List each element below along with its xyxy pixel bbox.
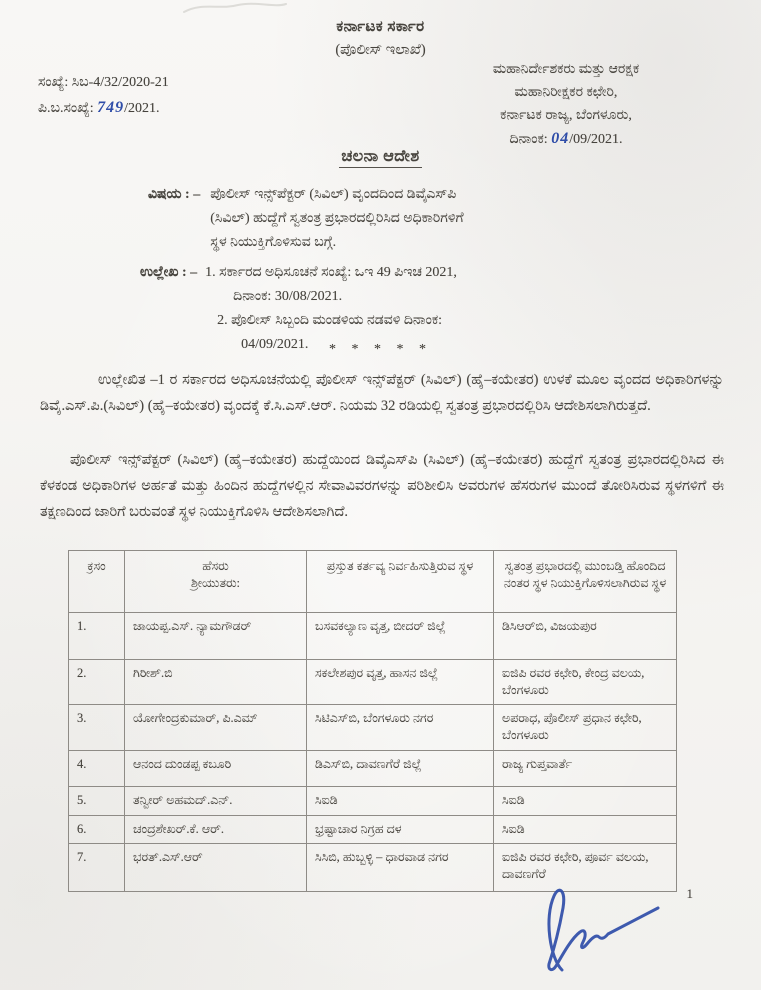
subject-line: (ಸಿವಿಲ್) ಹುದ್ದೆಗೆ ಸ್ವತಂತ್ರ ಪ್ರಭಾರದಲ್ಲಿರಿಸಿದ ಅಧಿಕಾರಿಗಳಿಗೆ	[210, 211, 464, 226]
page-number: 1	[686, 886, 693, 901]
cell-sl: 1.	[69, 613, 125, 660]
header-name	[125, 551, 307, 613]
star-separator: * * * * *	[329, 342, 432, 357]
cell-current: ಸಕಲೇಶಪುರ ವೃತ್ತ, ಹಾಸನ ಜಿಲ್ಲೆ	[307, 660, 494, 705]
cell-sl: 2.	[69, 660, 125, 705]
signature-icon	[528, 882, 688, 978]
cell-sl: 3.	[69, 705, 125, 751]
body-paragraph-2: ಪೊಲೀಸ್ ಇನ್ಸ್‌ಪೆಕ್ಟರ್ (ಸಿವಿಲ್) (ಹೈ–ಕಯೇತರ) ಹುದ್ದೆಯಿಂದ ಡಿವೈಎಸ್‌ಪಿ (ಸಿವಿಲ್) (ಹೈ–ಕಯೇತರ) ಹುದ್ದೆಗೆ ಸ್ವತಂತ್ರ ಪ್ರಭಾರದಲ್ಲಿರಿಸಿದ ಈ ಕೆಳಕಂಡ ಅಧಿಕಾರಿಗಳ ಅರ್ಹತೆ ಮತ್ತು ಹಿಂದಿನ ಹುದ್ದೆಗಳಲ್ಲಿನ ಸೇವಾವಿವರಗಳನ್ನು ಪರಿಶೀಲಿಸಿ ಅವರುಗಳ ಹೆಸರುಗಳ ಮುಂದೆ ತೋರಿಸಿರುವ ಸ್ಥಳಗಳಿಗೆ ಈ ತಕ್ಷಣದಿಂದ ಜಾರಿಗೆ ಬರುವಂತೆ ಸ್ಥಳ ನಿಯುಕ್ತಿಗೊಳಿಸಿ ಆದೇಶಿಸಲಾಗಿದೆ.	[40, 452, 724, 520]
cell-current: ಭ್ರಷ್ಟಾಚಾರ ನಿಗ್ರಹ ದಳ	[307, 816, 494, 844]
cell-current: ಸಿಸಿಬಿ, ಹುಬ್ಬಳ್ಳಿ – ಧಾರವಾಡ ನಗರ	[307, 844, 494, 892]
office-address-block	[411, 58, 721, 151]
cell-current: ಬಸವಕಲ್ಯಾಣ ವೃತ್ತ, ಬೀದರ್ ಜಿಲ್ಲೆ	[307, 613, 494, 660]
order-title: ಚಲನಾ ಆದೇಶ	[339, 148, 421, 168]
office-line-1: ಮಹಾನಿರ್ದೇಶಕರು ಮತ್ತು ಆರಕ್ಷಕ	[492, 62, 640, 77]
transfer-table	[68, 550, 677, 892]
cell-posted: ಅಪರಾಧ, ಪೊಲೀಸ್ ಪ್ರಧಾನ ಕಛೇರಿ, ಬೆಂಗಳೂರು	[494, 705, 677, 751]
subject-text	[210, 183, 463, 255]
cell-posted: ಡಿಸಿಆರ್‌ಬಿ, ವಿಜಯಪುರ	[494, 613, 677, 660]
citation-line: 04/09/2021.	[241, 337, 309, 352]
header-name-line2: ಶ್ರೀಯುತರು:	[190, 576, 241, 590]
department-name: (ಪೊಲೀಸ್ ಇಲಾಖೆ)	[335, 42, 426, 58]
header-posted-place: ಸ್ವತಂತ್ರ ಪ್ರಭಾರದಲ್ಲಿ ಮುಂಬಡ್ತಿ ಹೊಂದಿದ ನಂತರ ಸ್ಥಳ ನಿಯುಕ್ತಿಗೊಳಿಸಲಾಗಿರುವ ಸ್ಥಳ	[494, 551, 677, 613]
cell-sl: 6.	[69, 816, 125, 844]
cell-posted: ರಾಜ್ಯ ಗುಪ್ತವಾರ್ತೆ	[494, 751, 677, 787]
government-name: ಕರ್ನಾಟಕ ಸರ್ಕಾರ	[336, 19, 425, 35]
citation-line: ದಿನಾಂಕ: 30/08/2021.	[233, 289, 343, 304]
cell-current: ಡಿಎಸ್‌ಬಿ, ದಾವಣಗೆರೆ ಜಿಲ್ಲೆ	[307, 751, 494, 787]
cell-current: ಸಿಟಿಎಸ್‌ಬಿ, ಬೆಂಗಳೂರು ನಗರ	[307, 705, 494, 751]
reference-numbers	[38, 70, 169, 121]
header-current-place: ಪ್ರಸ್ತುತ ಕರ್ತವ್ಯ ನಿರ್ವಹಿಸುತ್ತಿರುವ ಸ್ಥಳ	[307, 551, 494, 613]
table-row	[69, 787, 677, 816]
order-title-wrap	[0, 148, 761, 168]
pb-number-suffix: /2021.	[124, 101, 160, 116]
table-row	[69, 660, 677, 705]
header-sl-no: ಕ್ರಸಂ	[69, 551, 125, 613]
table-row	[69, 705, 677, 751]
pb-number-label: ಪಿ.ಬ.ಸಂಖ್ಯೆ:	[38, 101, 94, 116]
cell-sl: 5.	[69, 787, 125, 816]
cell-name: ಗಿರೀಶ್.ಬಿ	[125, 660, 307, 705]
subject-section	[148, 183, 464, 255]
cell-posted: ಐಜಿಪಿ ರವರ ಕಛೇರಿ, ಪೂರ್ವ ವಲಯ, ದಾವಣಗೆರೆ	[494, 844, 677, 892]
stray-mark-icon	[180, 0, 290, 16]
citation-line: 1. ಸರ್ಕಾರದ ಅಧಿಸೂಚನೆ ಸಂಖ್ಯೆ: ಒಇ 49 ಪಿಇಚ 2021,	[205, 265, 457, 280]
pb-number-line	[38, 95, 169, 121]
table-row	[69, 613, 677, 660]
cell-posted: ಸಿಐಡಿ	[494, 816, 677, 844]
cell-name: ತನ್ವೀರ್ ಅಹಮದ್.ಎನ್.	[125, 787, 307, 816]
body-paragraph-1: ಉಲ್ಲೇಖಿತ –1 ರ ಸರ್ಕಾರದ ಅಧಿಸೂಚನೆಯಲ್ಲಿ ಪೊಲೀಸ್ ಇನ್ಸ್‌ಪೆಕ್ಟರ್ (ಸಿವಿಲ್) (ಹೈ–ಕಯೇತರ) ಉಳಕೆ ಮೂಲ ವೃಂದದ ಅಧಿಕಾರಿಗಳನ್ನು ಡಿವೈ.ಎಸ್.ಪಿ.(ಸಿವಿಲ್) (ಹೈ–ಕಯೇತರ) ವೃಂದಕ್ಕೆ ಕೆ.ಸಿ.ಎಸ್.ಆರ್. ನಿಯಮ 32 ರಡಿಯಲ್ಲಿ ಸ್ವತಂತ್ರ ಪ್ರಭಾರದಲ್ಲಿರಿಸಿ ಆದೇಶಿಸಲಾಗಿರುತ್ತದೆ.	[40, 372, 724, 414]
cell-posted: ಸಿಐಡಿ	[494, 787, 677, 816]
date-label: ದಿನಾಂಕ:	[509, 132, 548, 147]
cell-name: ಆನಂದ ದುಂಡಪ್ಪ ಕಬೂರಿ	[125, 751, 307, 787]
cell-name: ಚಂದ್ರಶೇಖರ್.ಕೆ. ಆರ್.	[125, 816, 307, 844]
table-row	[69, 816, 677, 844]
subject-line: ಸ್ಥಳ ನಿಯುಕ್ತಿಗೊಳಿಸುವ ಬಗ್ಗೆ.	[210, 235, 337, 250]
cell-posted: ಐಜಿಪಿ ರವರ ಕಛೇರಿ, ಕೇಂದ್ರ ವಲಯ, ಬೆಂಗಳೂರು	[494, 660, 677, 705]
cell-current: ಸಿಐಡಿ	[307, 787, 494, 816]
cell-name: ಜಾಯಪ್ಪ.ಎಸ್. ನ್ಯಾಮಗೌಡರ್	[125, 613, 307, 660]
header-name-line1: ಹೆಸರು	[202, 559, 229, 573]
subject-label: ವಿಷಯ : –	[148, 187, 201, 202]
file-number: ಸಂಖ್ಯೆ: ಸಿಬ-4/32/2020-21	[38, 75, 169, 90]
citation-line: 2. ಪೊಲೀಸ್ ಸಿಬ್ಬಂದಿ ಮಂಡಳಿಯ ನಡವಳಿ ದಿನಾಂಕ:	[217, 313, 443, 328]
citation-label: ಉಲ್ಲೇಖ : –	[140, 265, 198, 280]
date-day-handwritten: 04	[551, 130, 570, 147]
subject-line: ಪೊಲೀಸ್ ಇನ್ಸ್‌ಪೆಕ್ಟರ್ (ಸಿವಿಲ್) ವೃಂದದಿಂದ ಡಿವೈಎಸ್‌ಪಿ	[210, 187, 457, 202]
cell-sl: 7.	[69, 844, 125, 892]
cell-name: ಭರತ್.ಎಸ್.ಆರ್	[125, 844, 307, 892]
cell-sl: 4.	[69, 751, 125, 787]
office-line-3: ಕರ್ನಾಟಕ ರಾಜ್ಯ, ಬೆಂಗಳೂರು,	[500, 108, 632, 123]
table-row	[69, 751, 677, 787]
letterhead	[0, 16, 761, 62]
date-rest: /09/2021.	[569, 132, 623, 147]
table-header-row	[69, 551, 677, 613]
office-line-2: ಮಹಾನಿರೀಕ್ಷಕರ ಕಛೇರಿ,	[514, 85, 618, 100]
pb-number-handwritten: 749	[97, 99, 125, 116]
cell-name: ಯೋಗೇಂದ್ರಕುಮಾರ್, ಪಿ.ಎಮ್	[125, 705, 307, 751]
